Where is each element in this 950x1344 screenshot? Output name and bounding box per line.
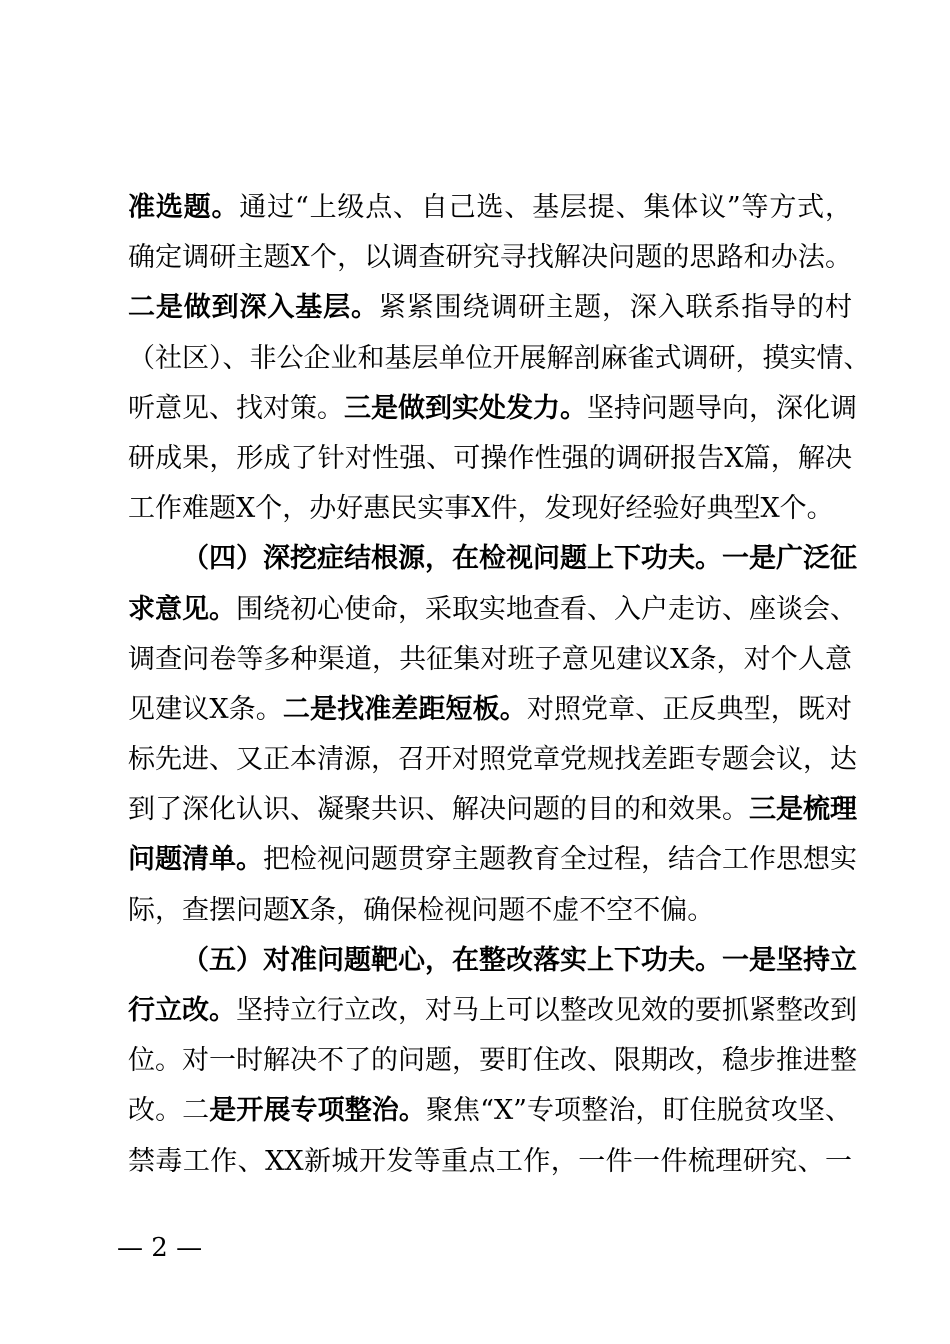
text-line <box>128 785 857 835</box>
text-line <box>128 986 857 1036</box>
text-line <box>128 685 852 735</box>
text-run: 把检视问题贯穿主题教育全过程，结合工作思想实 <box>263 844 857 876</box>
bold-phrase: 三是做到实处发力。 <box>344 392 587 424</box>
text-run: 改。二 <box>128 1095 210 1127</box>
text-line <box>128 484 852 534</box>
text-run: 围绕初心使命，采取实地查看、入户走访、座谈会、 <box>236 593 857 625</box>
text-line <box>128 183 852 233</box>
text-run: 对照党章、正反典型，既对 <box>526 693 853 725</box>
text-line <box>128 434 852 484</box>
text-run: 聚焦“X”专项整治，盯住脱贫攻坚、 <box>425 1095 853 1127</box>
text-run: （社区）、非公企业和基层单位开展解剖麻雀式调研，摸实情、 <box>128 342 871 374</box>
text-run: 见建议X条。 <box>128 693 283 725</box>
text-line <box>128 1086 852 1136</box>
bold-phrase: 求意见。 <box>128 593 236 625</box>
text-line <box>128 835 857 885</box>
text-line <box>128 635 852 685</box>
bold-phrase: 准选题。 <box>128 192 240 223</box>
text-run: 坚持立行立改，对马上可以整改见效的要抓紧整改到 <box>236 995 857 1026</box>
body-text <box>128 183 871 1187</box>
text-run: 调查问卷等多种渠道，共征集对班子意见建议X条，对个人意 <box>128 643 852 675</box>
page-number: — 2 — <box>117 1233 203 1263</box>
text-run: 坚持问题导向，深化调 <box>587 392 857 424</box>
text-run: 紧紧围绕调研主题，深入联系指导的村 <box>378 292 853 324</box>
text-run: 确定调研主题X个，以调查研究寻找解决问题的思路和办法。 <box>128 242 852 274</box>
bold-phrase: 是开展专项整治。 <box>209 1095 426 1127</box>
bold-phrase: 三是梳理 <box>749 794 857 826</box>
section-heading-5 <box>128 936 857 986</box>
bold-phrase: 二是找准差距短板。 <box>282 693 527 725</box>
text-run: 际，查摆问题X条，确保检视问题不虚不空不偏。 <box>128 894 715 926</box>
text-line <box>128 233 852 283</box>
text-line <box>128 1036 857 1086</box>
bold-phrase: （五）对准问题靶心，在整改落实上下功夫。一是坚持立 <box>182 944 857 976</box>
text-line <box>128 384 857 434</box>
text-line <box>128 1137 852 1187</box>
text-line <box>128 334 871 384</box>
text-line <box>128 585 857 635</box>
section-heading-4 <box>128 534 857 584</box>
text-line <box>128 735 857 785</box>
bold-phrase: 二是做到深入基层。 <box>128 292 379 324</box>
text-line <box>128 283 852 333</box>
text-run: 通过“上级点、自己选、基层提、集体议”等方式， <box>239 192 853 223</box>
text-run: 禁毒工作、XX新城开发等重点工作，一件一件梳理研究、一 <box>128 1145 852 1177</box>
bold-phrase: 行立改。 <box>128 995 236 1026</box>
text-run: 位。对一时解决不了的问题，要盯住改、限期改，稳步推进整 <box>128 1045 857 1077</box>
bold-phrase: （四）深挖症结根源，在检视问题上下功夫。一是广泛征 <box>182 543 857 575</box>
text-run: 到了深化认识、凝聚共识、解决问题的目的和效果。 <box>128 794 749 826</box>
text-line <box>128 886 852 936</box>
text-run: 听意见、找对策。 <box>128 392 344 424</box>
text-run: 标先进、又正本清源，召开对照党章党规找差距专题会议，达 <box>128 744 857 776</box>
bold-phrase: 问题清单。 <box>128 844 263 876</box>
text-run: 研成果，形成了针对性强、可操作性强的调研报告X篇，解决 <box>128 442 852 474</box>
text-run: 工作难题X个，办好惠民实事X件，发现好经验好典型X个。 <box>128 493 834 525</box>
